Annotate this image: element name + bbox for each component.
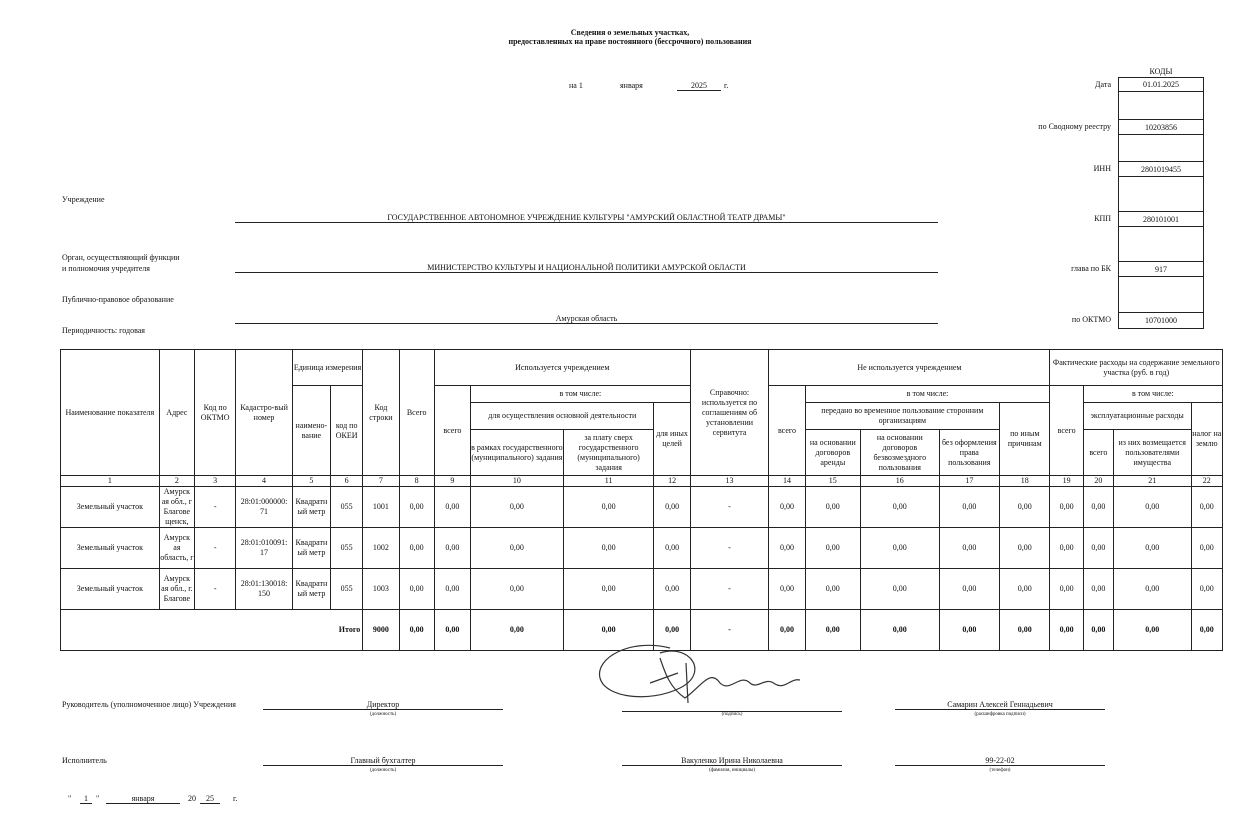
th-cadastral: Кадастро-вый номер bbox=[236, 350, 292, 476]
table-row bbox=[61, 569, 1223, 610]
th-used: Используется учреждением bbox=[434, 350, 690, 386]
report-title-line1: Сведения о земельных участках, bbox=[570, 28, 690, 37]
column-number: 22 bbox=[1191, 476, 1222, 487]
column-number: 8 bbox=[399, 476, 434, 487]
row-val: 0,00 bbox=[939, 528, 999, 569]
row-val: 0,00 bbox=[399, 487, 434, 528]
column-number: 14 bbox=[769, 476, 805, 487]
founder-label-1: Орган, осуществляющий функции bbox=[62, 253, 180, 262]
th-other-purposes: для иных целей bbox=[654, 403, 690, 476]
codes-box bbox=[1118, 77, 1204, 329]
th-used-all: всего bbox=[434, 386, 470, 476]
row-val: 0,00 bbox=[1050, 569, 1083, 610]
column-number: 2 bbox=[159, 476, 194, 487]
row-unit: Квадратн ый метр bbox=[292, 487, 330, 528]
row-val: 0,00 bbox=[654, 569, 690, 610]
row-address: Амурск ая обл., г. Благове bbox=[159, 569, 194, 610]
code-kpp-value: 280101001 bbox=[1119, 211, 1203, 227]
row-name: Земельный участок bbox=[61, 528, 160, 569]
total-val: 0,00 bbox=[471, 610, 564, 651]
code-kpp-label: КПП bbox=[1094, 214, 1111, 223]
row-val: 0,00 bbox=[861, 528, 940, 569]
head-label: Руководитель (уполномоченное лицо) Учреждения bbox=[62, 700, 236, 709]
codes-title: КОДЫ bbox=[1149, 67, 1173, 76]
th-paid: за плату сверх государственного (муниципального) задания bbox=[563, 430, 654, 476]
row-val: 0,00 bbox=[471, 569, 564, 610]
report-title-line2: предоставленных на праве постоянного (бессрочного) пользования bbox=[508, 37, 752, 46]
row-okei: 055 bbox=[331, 528, 363, 569]
date-year: 2025 bbox=[677, 81, 721, 91]
ppo-value: Амурская область bbox=[235, 314, 938, 324]
total-val: - bbox=[690, 610, 769, 651]
row-val: 0,00 bbox=[1113, 528, 1191, 569]
institution-label: Учреждение bbox=[62, 195, 105, 204]
row-val: 0,00 bbox=[1191, 487, 1222, 528]
column-number: 1 bbox=[61, 476, 160, 487]
total-val: 0,00 bbox=[1000, 610, 1050, 651]
column-number: 3 bbox=[195, 476, 236, 487]
th-exp-incl: в том числе: bbox=[1083, 386, 1222, 403]
ppo-label: Публично-правовое образование bbox=[62, 295, 174, 304]
institution-value: ГОСУДАРСТВЕННОЕ АВТОНОМНОЕ УЧРЕЖДЕНИЕ КУЛЬТУРЫ "АМУРСКИЙ ОБЛАСТНОЙ ТЕАТР ДРАМЫ" bbox=[235, 213, 938, 223]
column-number: 19 bbox=[1050, 476, 1083, 487]
footer-quote-open: " bbox=[68, 794, 72, 803]
row-code: 1003 bbox=[363, 569, 399, 610]
executor-label: Исполнитель bbox=[62, 756, 107, 765]
row-val: 0,00 bbox=[1000, 569, 1050, 610]
column-number: 11 bbox=[563, 476, 654, 487]
code-date-value: 01.01.2025 bbox=[1119, 77, 1203, 92]
total-val: 0,00 bbox=[1191, 610, 1222, 651]
total-val: 0,00 bbox=[654, 610, 690, 651]
row-val: 0,00 bbox=[471, 528, 564, 569]
executor-phone: 99-22-02 bbox=[895, 756, 1105, 766]
executor-name-caption: (фамилия, инициалы) bbox=[708, 768, 756, 773]
th-no-rights: без оформления права пользования bbox=[939, 430, 999, 476]
column-number: 15 bbox=[805, 476, 860, 487]
row-val: 0,00 bbox=[1050, 487, 1083, 528]
row-val: 0,00 bbox=[1113, 569, 1191, 610]
row-val: 0,00 bbox=[434, 528, 470, 569]
row-val: 0,00 bbox=[1000, 487, 1050, 528]
th-rowcode: Код строки bbox=[363, 350, 399, 476]
row-cadastral: 28:01:000000: 71 bbox=[236, 487, 292, 528]
row-val: 0,00 bbox=[1000, 528, 1050, 569]
founder-label-2: и полномочия учредителя bbox=[62, 264, 150, 273]
row-val: 0,00 bbox=[1191, 528, 1222, 569]
row-val: - bbox=[690, 528, 769, 569]
row-val: 0,00 bbox=[805, 569, 860, 610]
column-number: 5 bbox=[292, 476, 330, 487]
row-code: 1002 bbox=[363, 528, 399, 569]
row-oktmo: - bbox=[195, 569, 236, 610]
total-code: 9000 bbox=[363, 610, 399, 651]
row-name: Земельный участок bbox=[61, 569, 160, 610]
row-val: 0,00 bbox=[861, 569, 940, 610]
code-registry-label: по Сводному реестру bbox=[1038, 122, 1111, 131]
th-exp-all: всего bbox=[1050, 386, 1083, 476]
total-val: 0,00 bbox=[1050, 610, 1083, 651]
total-val: 0,00 bbox=[861, 610, 940, 651]
row-val: 0,00 bbox=[939, 569, 999, 610]
th-not-used: Не используется учреждением bbox=[769, 350, 1050, 386]
row-address: Амурск ая область, г bbox=[159, 528, 194, 569]
date-prefix: на 1 bbox=[569, 81, 583, 90]
th-main-activity: для осуществления основной деятельности bbox=[471, 403, 654, 430]
column-number: 16 bbox=[861, 476, 940, 487]
table-row bbox=[61, 528, 1223, 569]
th-free-use: на основании договоров безвозмездного пользования bbox=[861, 430, 940, 476]
head-name-caption: (расшифровка подписи) bbox=[974, 712, 1026, 717]
code-inn-value: 2801019455 bbox=[1119, 161, 1203, 177]
th-unit: Единица измерения bbox=[292, 350, 363, 386]
row-val: 0,00 bbox=[434, 569, 470, 610]
total-val: 0,00 bbox=[805, 610, 860, 651]
row-val: 0,00 bbox=[769, 487, 805, 528]
date-month: января bbox=[620, 81, 643, 90]
row-val: 0,00 bbox=[654, 528, 690, 569]
column-number: 13 bbox=[690, 476, 769, 487]
footer-day: 1 bbox=[80, 794, 92, 804]
footer-century: 20 bbox=[188, 794, 196, 803]
footer-quote-close: " bbox=[96, 794, 100, 803]
th-other-reasons: по иным причинам bbox=[1000, 403, 1050, 476]
founder-value: МИНИСТЕРСТВО КУЛЬТУРЫ И НАЦИОНАЛЬНОЙ ПОЛИТИКИ АМУРСКОЙ ОБЛАСТИ bbox=[235, 263, 938, 273]
total-val: 0,00 bbox=[434, 610, 470, 651]
column-numbers-row bbox=[61, 476, 1223, 487]
row-val: 0,00 bbox=[1113, 487, 1191, 528]
column-number: 6 bbox=[331, 476, 363, 487]
footer-year: 25 bbox=[200, 794, 220, 804]
row-cadastral: 28:01:130018: 150 bbox=[236, 569, 292, 610]
row-name: Земельный участок bbox=[61, 487, 160, 528]
total-label: Итого bbox=[61, 610, 363, 651]
row-val: 0,00 bbox=[563, 487, 654, 528]
th-used-incl: в том числе: bbox=[471, 386, 691, 403]
column-number: 21 bbox=[1113, 476, 1191, 487]
row-cadastral: 28:01:010091: 17 bbox=[236, 528, 292, 569]
head-signature-caption: (подпись) bbox=[721, 712, 743, 717]
th-expenses: Фактические расходы на содержание земельного участка (руб. в год) bbox=[1050, 350, 1223, 386]
th-oktmo: Код по ОКТМО bbox=[195, 350, 236, 476]
column-number: 9 bbox=[434, 476, 470, 487]
row-val: 0,00 bbox=[563, 569, 654, 610]
th-notused-incl: в том числе: bbox=[805, 386, 1050, 403]
row-okei: 055 bbox=[331, 569, 363, 610]
periodicity: Периодичность: годовая bbox=[62, 326, 145, 335]
row-address: Амурск ая обл., г Благове щенск, bbox=[159, 487, 194, 528]
row-val: 0,00 bbox=[399, 569, 434, 610]
row-val: 0,00 bbox=[1191, 569, 1222, 610]
head-position: Директор bbox=[263, 700, 503, 710]
row-val: 0,00 bbox=[399, 528, 434, 569]
row-val: 0,00 bbox=[805, 487, 860, 528]
th-land-tax: налог на землю bbox=[1191, 403, 1222, 476]
row-unit: Квадратн ый метр bbox=[292, 528, 330, 569]
th-state-task: в рамках государственного (муниципального) задания bbox=[471, 430, 564, 476]
row-okei: 055 bbox=[331, 487, 363, 528]
column-number: 20 bbox=[1083, 476, 1113, 487]
code-inn-label: ИНН bbox=[1093, 164, 1111, 173]
th-notused-all: всего bbox=[769, 386, 805, 476]
th-lease: на основании договоров аренды bbox=[805, 430, 860, 476]
row-val: 0,00 bbox=[769, 528, 805, 569]
column-number: 18 bbox=[1000, 476, 1050, 487]
code-date-label: Дата bbox=[1095, 80, 1111, 89]
th-op-all: всего bbox=[1083, 430, 1113, 476]
row-val: - bbox=[690, 487, 769, 528]
th-unit-name: наимено-вание bbox=[292, 386, 330, 476]
total-val: 0,00 bbox=[769, 610, 805, 651]
footer-month: января bbox=[106, 794, 180, 804]
row-code: 1001 bbox=[363, 487, 399, 528]
code-bk-label: глава по БК bbox=[1071, 264, 1111, 273]
code-bk-value: 917 bbox=[1119, 261, 1203, 277]
total-val: 0,00 bbox=[1113, 610, 1191, 651]
row-val: 0,00 bbox=[563, 528, 654, 569]
row-val: 0,00 bbox=[939, 487, 999, 528]
table-row bbox=[61, 487, 1223, 528]
date-suffix: г. bbox=[724, 81, 729, 90]
column-number: 17 bbox=[939, 476, 999, 487]
row-val: 0,00 bbox=[1083, 569, 1113, 610]
handwritten-signature bbox=[590, 628, 810, 713]
executor-phone-caption: (телефон) bbox=[989, 768, 1011, 773]
column-number: 12 bbox=[654, 476, 690, 487]
column-number: 7 bbox=[363, 476, 399, 487]
total-val: 0,00 bbox=[399, 610, 434, 651]
row-val: 0,00 bbox=[861, 487, 940, 528]
row-val: 0,00 bbox=[769, 569, 805, 610]
row-oktmo: - bbox=[195, 528, 236, 569]
report-title bbox=[0, 28, 1260, 46]
column-number: 10 bbox=[471, 476, 564, 487]
th-name: Наименование показателя bbox=[61, 350, 160, 476]
th-transferred: передано во временное пользование сторонним организациям bbox=[805, 403, 999, 430]
code-oktmo-value: 10701000 bbox=[1119, 312, 1203, 327]
row-val: 0,00 bbox=[654, 487, 690, 528]
row-val: 0,00 bbox=[1050, 528, 1083, 569]
footer-suffix: г. bbox=[233, 794, 238, 803]
row-val: 0,00 bbox=[434, 487, 470, 528]
total-val: 0,00 bbox=[563, 610, 654, 651]
land-table bbox=[60, 349, 1223, 651]
th-total: Всего bbox=[399, 350, 434, 476]
total-val: 0,00 bbox=[1083, 610, 1113, 651]
th-unit-code: код по ОКЕИ bbox=[331, 386, 363, 476]
row-val: - bbox=[690, 569, 769, 610]
row-val: 0,00 bbox=[1083, 528, 1113, 569]
row-val: 0,00 bbox=[805, 528, 860, 569]
column-number: 4 bbox=[236, 476, 292, 487]
total-val: 0,00 bbox=[939, 610, 999, 651]
executor-position-caption: (должность) bbox=[369, 768, 397, 773]
row-oktmo: - bbox=[195, 487, 236, 528]
row-unit: Квадратн ый метр bbox=[292, 569, 330, 610]
head-name: Самарин Алексей Геннадьевич bbox=[895, 700, 1105, 710]
row-val: 0,00 bbox=[1083, 487, 1113, 528]
row-val: 0,00 bbox=[471, 487, 564, 528]
executor-position: Главный бухгалтер bbox=[263, 756, 503, 766]
code-registry-value: 10203856 bbox=[1119, 119, 1203, 135]
th-operating: эксплуатационные расходы bbox=[1083, 403, 1191, 430]
th-reference: Справочно: используется по соглашениям об установлении сервитута bbox=[690, 350, 769, 476]
executor-name: Вакуленко Ирина Николаевна bbox=[622, 756, 842, 766]
head-position-caption: (должность) bbox=[369, 712, 397, 717]
th-reimbursed: из них возмещается пользователями имущества bbox=[1113, 430, 1191, 476]
th-address: Адрес bbox=[159, 350, 194, 476]
code-oktmo-label: по ОКТМО bbox=[1071, 315, 1111, 324]
